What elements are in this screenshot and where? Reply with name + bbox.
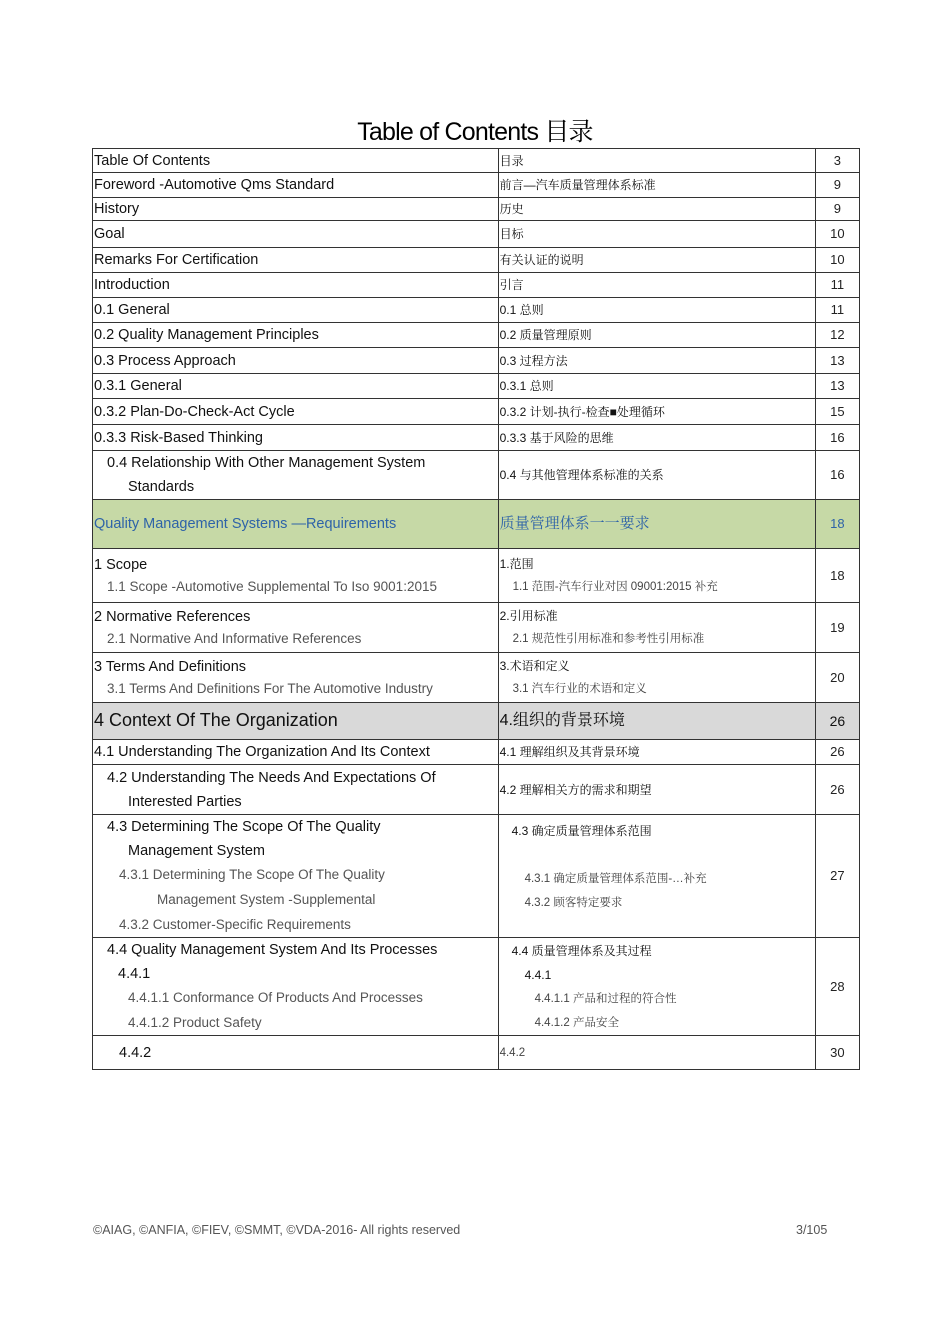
toc-subentry-cn[interactable]: 4.3.2 顾客特定要求 xyxy=(524,897,623,909)
toc-row[interactable] xyxy=(93,173,860,198)
toc-entry-en[interactable]: 0.2 Quality Management Principles xyxy=(94,327,319,343)
toc-entry-en[interactable]: History xyxy=(94,201,140,217)
toc-row[interactable] xyxy=(93,198,860,221)
toc-entry-en[interactable]: 0.3 Process Approach xyxy=(94,352,236,369)
toc-subentry-en[interactable]: 1.1 Scope -Automotive Supplemental To Iso 9001:2015 xyxy=(107,578,437,594)
toc-subentry-en[interactable]: 2.1 Normative And Informative References xyxy=(107,630,362,646)
toc-entry-cn[interactable]: 4.3 确定质量管理体系范围 xyxy=(511,824,652,838)
toc-entry-cn[interactable]: 4.1 理解组织及其背景环境 xyxy=(499,745,640,759)
toc-entry-en[interactable]: 2 Normative References xyxy=(94,608,251,625)
toc-row[interactable] xyxy=(93,938,860,1036)
toc-entry-en[interactable]: 4.4.1 xyxy=(118,966,151,982)
toc-page-number: 9 xyxy=(833,201,842,216)
toc-table xyxy=(92,148,860,1070)
toc-row[interactable] xyxy=(93,399,860,425)
toc-row[interactable] xyxy=(93,603,860,653)
toc-entry-cn[interactable]: 0.3.2 计划-执行-检查■处理循环 xyxy=(499,404,665,419)
toc-section-cn[interactable]: 质量管理体系一一要求 xyxy=(499,515,650,532)
toc-page-number: 11 xyxy=(830,302,845,317)
toc-row[interactable] xyxy=(93,248,860,273)
toc-entry-cn[interactable]: 目录 xyxy=(499,153,524,168)
toc-entry-en-cont[interactable]: Standards xyxy=(128,479,195,495)
toc-entry-en[interactable]: 1 Scope xyxy=(94,556,148,573)
toc-page-number: 26 xyxy=(830,744,845,759)
toc-entry-en[interactable]: 4.4.2 xyxy=(119,1044,152,1061)
toc-entry-en-cont[interactable]: Management System xyxy=(128,843,266,859)
toc-subentry-en[interactable]: 4.4.1.1 Conformance Of Products And Processes xyxy=(128,990,423,1005)
toc-page-number: 10 xyxy=(830,252,845,267)
toc-entry-en[interactable]: 0.3.2 Plan-Do-Check-Act Cycle xyxy=(94,403,295,420)
toc-row[interactable] xyxy=(93,1036,860,1070)
toc-row[interactable] xyxy=(93,451,860,500)
toc-entry-en[interactable]: 4.2 Understanding The Needs And Expectations Of xyxy=(107,769,436,786)
toc-page-number: 28 xyxy=(830,978,845,994)
toc-page-number: 30 xyxy=(830,1044,845,1060)
toc-entry-en[interactable]: Introduction xyxy=(94,277,170,293)
toc-page-number: 13 xyxy=(830,352,845,368)
toc-page-number: 19 xyxy=(830,619,845,635)
toc-page-number: 18 xyxy=(830,516,845,531)
toc-entry-cn[interactable]: 3.术语和定义 xyxy=(499,659,570,673)
page-title: Table of Contents 目录 xyxy=(357,118,593,146)
toc-page-number: 12 xyxy=(830,327,845,342)
toc-page-number: 16 xyxy=(830,467,845,482)
toc-entry-cn[interactable]: 0.2 质量管理原则 xyxy=(499,328,592,342)
toc-subentry-cn[interactable]: 3.1 汽车行业的术语和定义 xyxy=(512,683,647,695)
toc-entry-cn[interactable]: 4.4 质量管理体系及其过程 xyxy=(511,943,652,958)
toc-row[interactable] xyxy=(93,348,860,374)
toc-entry-en[interactable]: Goal xyxy=(94,226,125,242)
toc-entry-cn[interactable]: 0.1 总则 xyxy=(499,303,544,317)
toc-page-number: 3 xyxy=(833,152,842,168)
toc-section-row[interactable] xyxy=(93,703,860,740)
toc-entry-cn[interactable]: 历史 xyxy=(499,202,524,216)
toc-page-number: 16 xyxy=(830,429,845,445)
toc-row[interactable] xyxy=(93,425,860,451)
toc-subentry-en[interactable]: 3.1 Terms And Definitions For The Automotive Industry xyxy=(107,680,433,696)
footer-copyright: ©AIAG, ©ANFIA, ©FIEV, ©SMMT, ©VDA-2016- All rights reserved xyxy=(93,1223,461,1237)
toc-entry-cn[interactable]: 4.2 理解相关方的需求和期望 xyxy=(499,782,652,797)
toc-entry-cn[interactable]: 前言—汽车质量管理体系标准 xyxy=(499,178,656,192)
toc-entry-en[interactable]: 3 Terms And Definitions xyxy=(94,658,247,675)
toc-page-number: 20 xyxy=(830,669,845,685)
toc-entry-cn[interactable]: 有关认证的说明 xyxy=(499,253,584,267)
toc-row[interactable] xyxy=(93,323,860,348)
toc-entry-en[interactable]: Remarks For Certification xyxy=(94,252,259,268)
toc-page-number: 11 xyxy=(830,277,845,292)
toc-entry-cn[interactable]: 0.3 过程方法 xyxy=(499,353,568,368)
toc-entry-cn[interactable]: 4.4.2 xyxy=(499,1047,526,1059)
toc-row[interactable] xyxy=(93,298,860,323)
toc-entry-en[interactable]: Foreword -Automotive Qms Standard xyxy=(94,177,335,193)
toc-subentry-en-cont[interactable]: Management System -Supplemental xyxy=(157,892,376,907)
toc-row[interactable] xyxy=(93,653,860,703)
toc-entry-cn[interactable]: 4.4.1 xyxy=(524,967,552,982)
toc-entry-en[interactable]: 0.3.3 Risk-Based Thinking xyxy=(94,429,263,446)
toc-section-en[interactable]: Quality Management Systems —Requirements xyxy=(94,516,397,532)
toc-page-number: 10 xyxy=(830,226,845,241)
toc-entry-en[interactable]: 4.3 Determining The Scope Of The Quality xyxy=(107,819,381,835)
toc-entry-en-cont[interactable]: Interested Parties xyxy=(128,793,242,810)
toc-row[interactable] xyxy=(93,765,860,815)
toc-entry-cn[interactable]: 1.范围 xyxy=(499,557,534,571)
toc-page-number: 18 xyxy=(830,567,845,583)
toc-subentry-cn[interactable]: 1.1 范围-汽车行业对因 09001:2015 补充 xyxy=(512,581,718,593)
toc-entry-cn[interactable]: 引言 xyxy=(499,278,524,292)
toc-row[interactable] xyxy=(93,221,860,248)
toc-entry-en[interactable]: 4.1 Understanding The Organization And Its Context xyxy=(94,744,430,760)
toc-entry-cn[interactable]: 0.3.3 基于风险的思维 xyxy=(499,430,614,445)
toc-entry-en[interactable]: 0.4 Relationship With Other Management System xyxy=(107,455,426,471)
toc-entry-en[interactable]: Table Of Contents xyxy=(94,152,211,169)
toc-row[interactable] xyxy=(93,815,860,938)
toc-row[interactable] xyxy=(93,374,860,399)
toc-row[interactable] xyxy=(93,149,860,173)
toc-entry-en[interactable]: 0.3.1 General xyxy=(94,378,182,394)
toc-section-cn[interactable]: 4.组织的背景环境 xyxy=(499,712,625,729)
toc-subentry-cn[interactable]: 4.3.1 确定质量管理体系范围-…补充 xyxy=(524,873,707,885)
toc-page-number: 26 xyxy=(830,781,845,797)
toc-subentry-en[interactable]: 4.3.1 Determining The Scope Of The Quality xyxy=(119,867,385,882)
toc-entry-cn[interactable]: 目标 xyxy=(499,227,524,241)
toc-row[interactable] xyxy=(93,273,860,298)
toc-section-row[interactable] xyxy=(93,500,860,549)
toc-subentry-cn[interactable]: 2.1 规范性引用标准和参考性引用标准 xyxy=(512,633,705,645)
toc-entry-cn[interactable]: 0.3.1 总则 xyxy=(499,379,554,393)
toc-page-number: 27 xyxy=(830,868,845,883)
toc-row[interactable] xyxy=(93,740,860,765)
toc-subentry-cn[interactable]: 4.4.1.1 产品和过程的符合性 xyxy=(534,992,677,1005)
toc-subentry-en[interactable]: 4.4.1.2 Product Safety xyxy=(128,1015,262,1030)
toc-page-number: 15 xyxy=(830,403,845,419)
toc-page-number: 26 xyxy=(829,712,846,729)
toc-subentry-en[interactable]: 4.3.2 Customer-Specific Requirements xyxy=(119,917,351,932)
toc-page-number: 9 xyxy=(833,177,842,192)
toc-entry-cn[interactable]: 0.4 与其他管理体系标准的关系 xyxy=(499,468,664,482)
toc-section-en[interactable]: 4 Context Of The Organization xyxy=(94,710,338,730)
toc-entry-en[interactable]: 4.4 Quality Management System And Its Processes xyxy=(107,942,438,958)
toc-page-number: 13 xyxy=(830,378,845,393)
toc-subentry-cn[interactable]: 4.4.1.2 产品安全 xyxy=(534,1016,619,1029)
toc-row[interactable] xyxy=(93,549,860,603)
toc-entry-cn[interactable]: 2.引用标准 xyxy=(499,609,558,623)
toc-entry-en[interactable]: 0.1 General xyxy=(94,302,170,318)
footer-page-number: 3/105 xyxy=(796,1223,828,1237)
